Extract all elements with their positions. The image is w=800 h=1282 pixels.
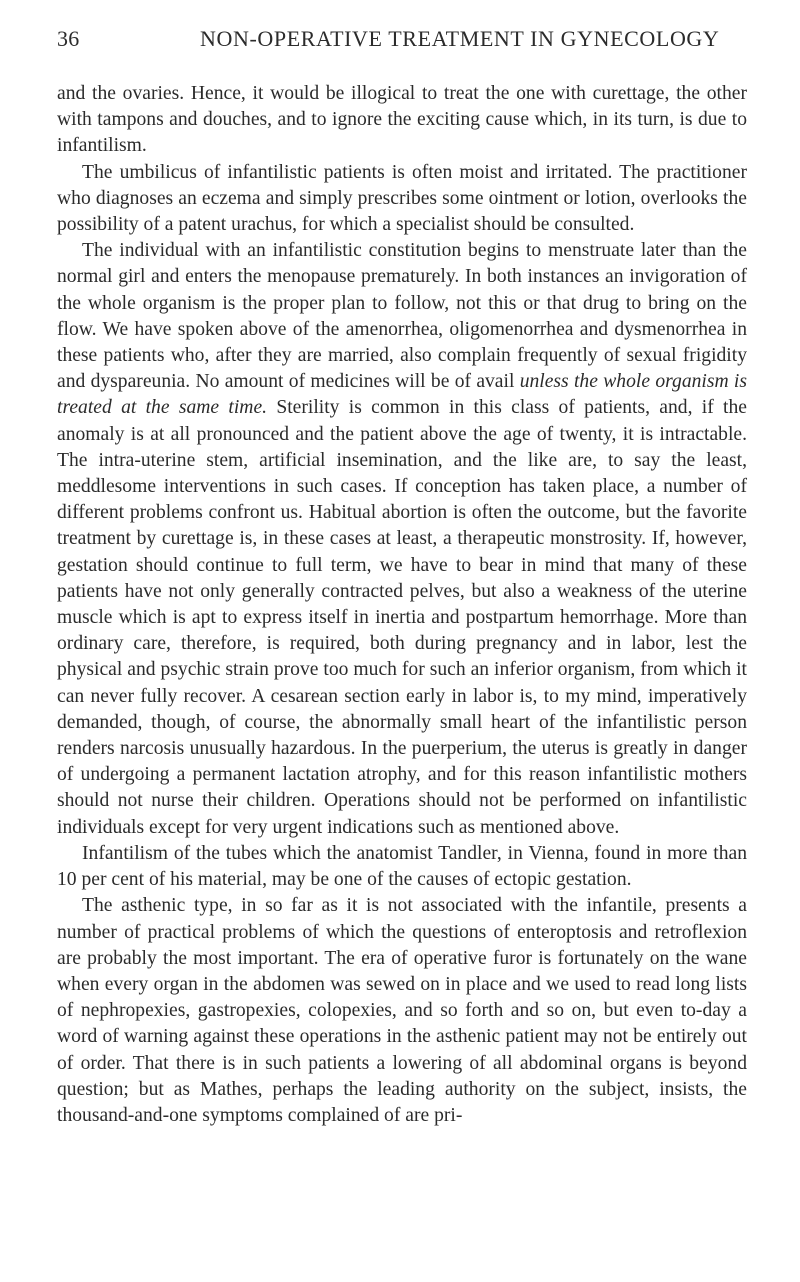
running-head: NON-OPERATIVE TREATMENT IN GYNECOLOGY: [200, 26, 720, 51]
paragraph-menstruation: [57, 238, 747, 841]
paragraph-tubes: Infantilism of the tubes which the anatomist Tandler, in Vienna, found in more than 10 per cent of his material, may be one of the causes of ectopic gestation.: [57, 842, 747, 891]
paragraph-continuation: and the ovaries. Hence, it would be illogical to treat the one with curettage, the other with tampons and douches, and to ignore the exciting cause which, in its turn, is due to infantilism.: [57, 83, 747, 157]
paragraph-asthenic-type: The asthenic type, in so far as it is not associated with the infantile, presents a number of practical problems of which the questions of enteroptosis and retroflexion are probably the most important. The era of operative furor is fortunately on the wane when every organ in the abdomen was sewed on in place and we used to read long lists of nephropexies, gastropexies, colopexies, and so forth and so on, but even to-day a word of warning against these operations in the asthenic patient may not be entirely out of order. That there is in such patients a lowering of all abdominal organs is beyond question; but as Mathes, perhaps the leading authority on the subject, insists, the thousand-and-one symptoms complained of are pri-: [57, 895, 747, 1126]
paragraph-umbilicus: The umbilicus of infantilistic patients is often moist and irritated. The practitioner who diagnoses an eczema and simply prescribes some ointment or lotion, overlooks the possibility of a patent urachus, for which a specialist should be consulted.: [57, 161, 747, 236]
emphasis-text: unless the whole organism is treated at the same time.: [57, 371, 747, 419]
paragraph-text: The individual with an infantilistic constitution begins to menstruate later than the normal girl and enters the menopause prematurely. In both instances an invigoration of the whole organism is the proper plan to follow, not this or that drug to bring on the flow. We have spoken above of the amenorrhea, oligomenorrhea and dysmenorrhea in these patients who, after they are married, also complain frequently of sexual frigidity and dyspareunia. No amount of medicines will be of avail: [57, 240, 747, 393]
paragraph-text: Sterility is common in this class of patients, and, if the anomaly is at all pronounced and the patient above the age of twenty, it is intractable. The intra-uterine stem, artificial insemination, and the like are, to say the least, meddlesome interventions in such cases. If conception has taken place, a number of different problems confront us. Habitual abortion is often the outcome, but the favorite treatment by curettage is, in these cases at least, a therapeutic monstrosity. If, however, gestation should continue to full term, we have to bear in mind that many of these patients have not only generally contracted pelves, but also a weakness of the uterine muscle which is apt to express itself in inertia and postpartum hemorrhage. More than ordinary care, therefore, is required, both during pregnancy and in labor, lest the physical and psychic strain prove too much for such an inferior organism, from which it can never fully recover. A cesarean section early in labor is, to my mind, imperatively demanded, though, of course, the abnormally small heart of the infantilistic person renders narcosis unusually hazardous. In the puerperium, the uterus is greatly in danger of undergoing a permanent lactation atrophy, and for this reason infantilistic mothers should not nurse their children. Operations should not be performed on infantilistic individuals except for very urgent indications such as mentioned above.: [57, 397, 747, 838]
page-header: [57, 14, 743, 54]
page-number: 36: [57, 26, 80, 51]
body-text: [57, 81, 747, 1129]
